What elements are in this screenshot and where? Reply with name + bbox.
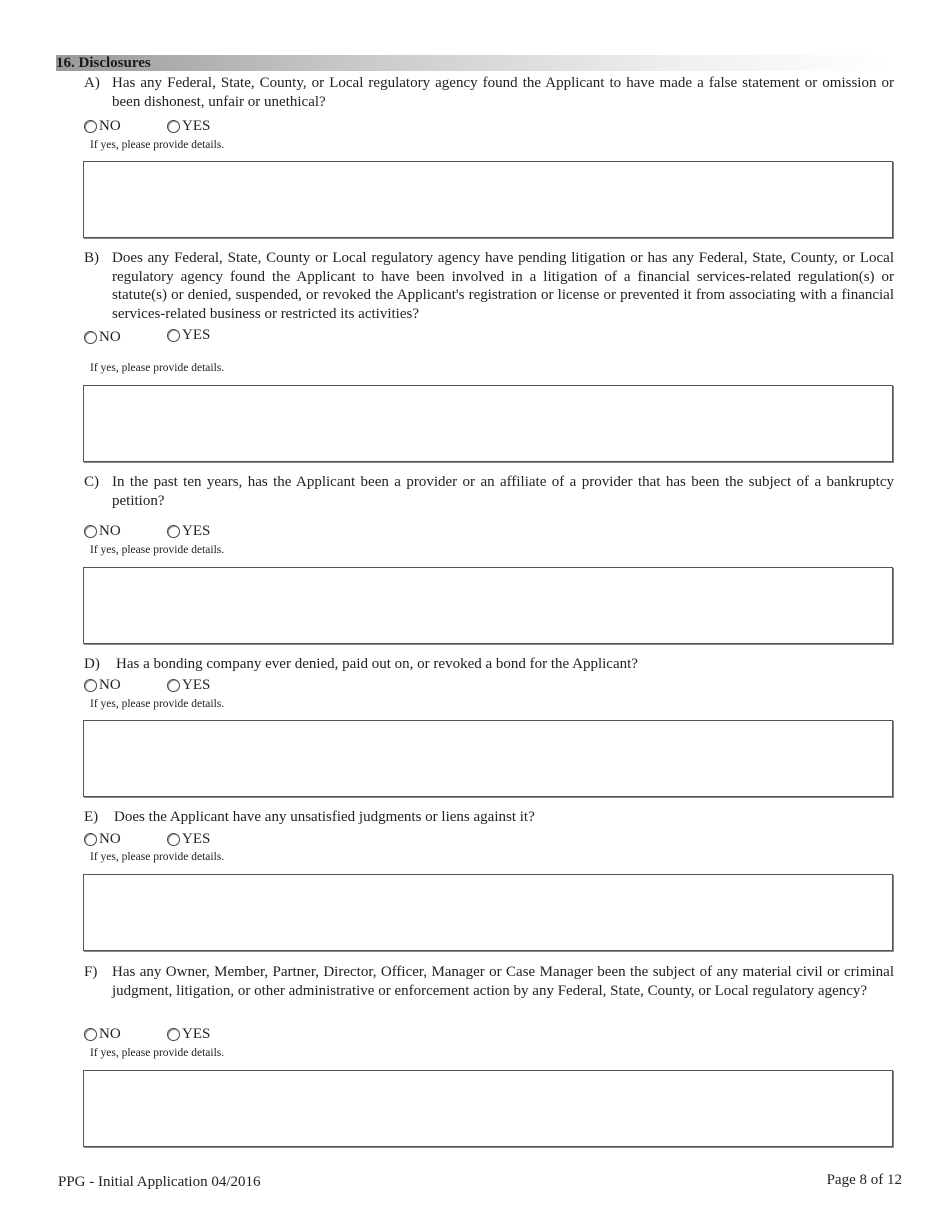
question-a (84, 74, 894, 111)
radio-circle-icon (167, 679, 180, 692)
question-letter: C) (84, 474, 99, 490)
radio-circle-icon (84, 525, 97, 538)
question-a-options (84, 117, 210, 135)
details-hint: If yes, please provide details. (90, 139, 225, 151)
radio-no[interactable]: NO (84, 522, 167, 540)
radio-circle-icon (84, 331, 97, 344)
details-input-b[interactable] (83, 385, 893, 462)
radio-yes[interactable]: YES (167, 326, 210, 344)
details-input-c[interactable] (83, 567, 893, 644)
radio-no[interactable]: NO (84, 830, 167, 848)
radio-no[interactable]: NO (84, 328, 167, 346)
radio-yes[interactable]: YES (167, 676, 210, 694)
question-text: Has any Federal, State, County, or Local regulatory agency found the Applicant to have made a false statement or omission or been dishonest, unfair or unethical? (112, 75, 894, 110)
question-f (84, 963, 894, 1000)
details-hint: If yes, please provide details. (90, 851, 225, 863)
question-text: In the past ten years, has the Applicant been a provider or an affiliate of a provider that has been the subject of a bankruptcy petition? (112, 474, 894, 509)
details-hint: If yes, please provide details. (90, 544, 225, 556)
radio-yes[interactable]: YES (167, 117, 210, 135)
radio-circle-icon (84, 120, 97, 133)
question-letter: A) (84, 75, 100, 91)
question-text: Does the Applicant have any unsatisfied judgments or liens against it? (114, 809, 535, 825)
radio-circle-icon (84, 1028, 97, 1041)
section-header-bar (56, 55, 894, 71)
question-b (84, 249, 894, 323)
question-e (84, 808, 894, 827)
footer-page-number: Page 8 of 12 (826, 1172, 902, 1188)
radio-yes[interactable]: YES (167, 830, 210, 848)
radio-circle-icon (167, 525, 180, 538)
question-letter: D) (84, 656, 100, 672)
question-text: Has any Owner, Member, Partner, Director, Officer, Manager or Case Manager been the subject of any material civil or criminal judgment, litigation, or other administrative or enforcement action by any Federal, State, County, or Local regulatory agency? (112, 964, 894, 999)
details-input-d[interactable] (83, 720, 893, 797)
details-input-e[interactable] (83, 874, 893, 951)
radio-circle-icon (167, 120, 180, 133)
question-c-options (84, 522, 210, 540)
question-letter: B) (84, 250, 99, 266)
question-e-options (84, 830, 210, 848)
question-b-options (84, 328, 210, 346)
radio-circle-icon (167, 1028, 180, 1041)
radio-circle-icon (84, 833, 97, 846)
details-input-a[interactable] (83, 161, 893, 238)
radio-no[interactable]: NO (84, 117, 167, 135)
radio-no[interactable]: NO (84, 676, 167, 694)
question-d (84, 655, 894, 674)
details-hint: If yes, please provide details. (90, 362, 225, 374)
radio-circle-icon (84, 679, 97, 692)
question-c (84, 473, 894, 510)
radio-circle-icon (167, 329, 180, 342)
details-hint: If yes, please provide details. (90, 1047, 225, 1059)
section-title: 16. Disclosures (56, 55, 151, 71)
details-input-f[interactable] (83, 1070, 893, 1147)
question-f-options (84, 1025, 210, 1043)
question-d-options (84, 676, 210, 694)
radio-yes[interactable]: YES (167, 1025, 210, 1043)
radio-circle-icon (167, 833, 180, 846)
question-letter: F) (84, 964, 98, 980)
radio-yes[interactable]: YES (167, 522, 210, 540)
question-text: Does any Federal, State, County or Local regulatory agency have pending litigation or has any Federal, State, County, or Local regulatory agency found the Applicant to have been involved in a litigation of a financial services-related regulation(s) or statute(s) or denied, suspended, or revoked the Applicant's registration or license or prevented it from associating with a financial services-related business or restricted its activities? (112, 250, 894, 322)
radio-no[interactable]: NO (84, 1025, 167, 1043)
details-hint: If yes, please provide details. (90, 698, 225, 710)
question-letter: E) (84, 809, 99, 825)
footer-form-id: PPG - Initial Application 04/2016 (58, 1174, 261, 1190)
question-text: Has a bonding company ever denied, paid out on, or revoked a bond for the Applicant? (116, 656, 638, 672)
